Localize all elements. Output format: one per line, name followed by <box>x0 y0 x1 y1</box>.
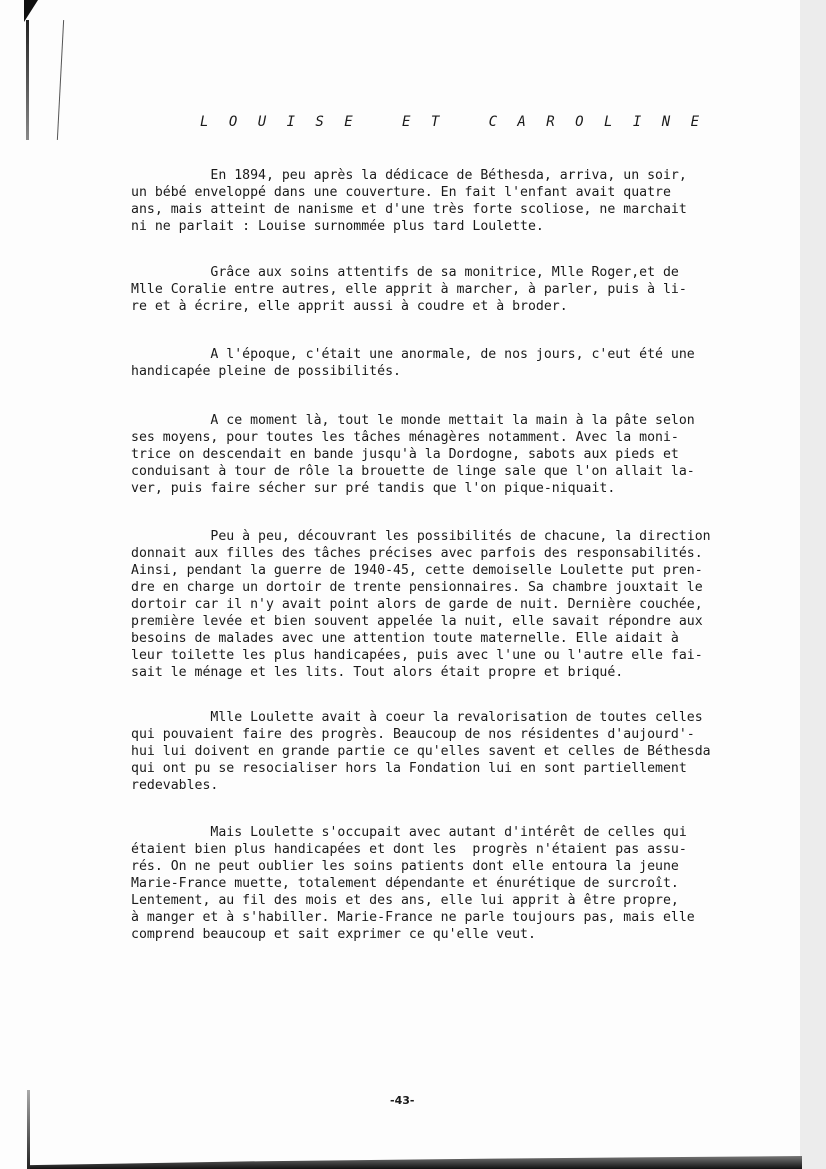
page-number: -43- <box>390 1094 415 1107</box>
scan-left-shadow-bottom <box>27 1090 30 1169</box>
paragraph-1: En 1894, peu après la dédicace de Béthesda, arriva, un soir, un bébé enveloppé dans une couverture. En fait l'enfant avait quatre ans, mais atteint de nanisme et d'une très forte scoliose, ne marchait ni ne parlait : Louise surnommée plus tard Loulette. <box>131 168 687 234</box>
paragraph-3: A l'époque, c'était une anormale, de nos jours, c'eut été une handicapée pleine de possibilités. <box>131 347 695 379</box>
paragraph-7: Mais Loulette s'occupait avec autant d'intérêt de celles qui étaient bien plus handicapées et dont les progrès n'étaient pas assu- rés. On ne peut oublier les soins patients dont elle entoura la jeune Marie-France muette, totalement dépendante et énurétique de surcroît. Lentement, au fil des mois et des ans, elle lui apprit à être propre, à manger et à s'habiller. Marie-France ne parle toujours pas, mais elle comprend beaucoup et sait exprimer ce qu'elle veut. <box>131 825 695 942</box>
paragraph-4: A ce moment là, tout le monde mettait la main à la pâte selon ses moyens, pour toutes les tâches ménagères notamment. Avec la moni- trice on descendait en bande jusqu'à la Dordogne, sabots aux pieds et conduisant à tour de rôle la brouette de linge sale que l'on allait la- ver, puis faire sécher sur pré tandis que l'on pique-niquait. <box>131 413 695 496</box>
paragraph-5: Peu à peu, découvrant les possibilités de chacune, la direction donnait aux filles des tâches précises avec parfois des responsabilités. Ainsi, pendant la guerre de 1940-45, cette demoiselle Loulette put pren- dre en charge un dortoir de trente pensionnaires. Sa chambre jouxtait le dortoir car il n'y avait point alors de garde de nuit. Dernière couchée, première levée et bien souvent appelée la nuit, elle savait répondre aux besoins de malades avec une attention toute maternelle. Elle aidait à leur toilette les plus handicapées, puis avec l'une ou l'autre elle fai- sait le ménage et les lits. Tout alors était propre et briqué. <box>131 529 711 680</box>
scan-left-stroke <box>57 20 64 140</box>
scan-corner-mark <box>24 0 38 22</box>
page-title: L O U I S E E T C A R O L I N E <box>200 114 706 130</box>
paragraph-6: Mlle Loulette avait à coeur la revalorisation de toutes celles qui pouvaient faire des progrès. Beaucoup de nos résidentes d'aujourd'- hui lui doivent en grande partie ce qu'elles savent et celles de Béthesda qui ont pu se resocialiser hors la Fondation lui en sont partiellement redevables. <box>131 710 711 793</box>
paragraph-2: Grâce aux soins attentifs de sa monitrice, Mlle Roger,et de Mlle Coralie entre autres, elle apprit à marcher, à parler, puis à li- re et à écrire, elle apprit aussi à coudre et à broder. <box>131 265 687 314</box>
scan-bottom-shadow <box>30 1156 802 1169</box>
scan-edge-right <box>800 0 826 1169</box>
scan-left-shadow <box>26 20 29 140</box>
